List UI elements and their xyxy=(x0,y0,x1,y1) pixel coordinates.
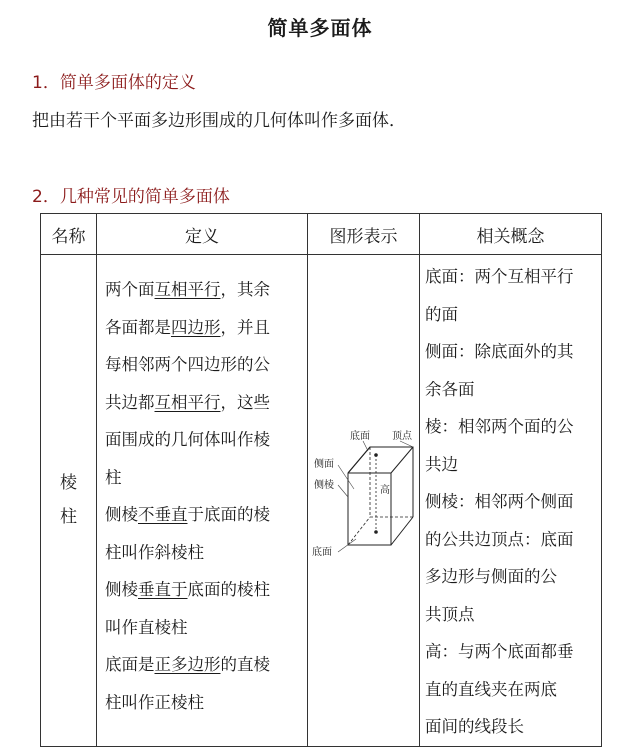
header-definition: 定义 xyxy=(97,214,308,255)
prism-figure-cell xyxy=(308,255,420,747)
related-line: 棱：相邻两个面的公 xyxy=(425,417,574,436)
label-side-face: 侧面 xyxy=(314,459,334,470)
polyhedra-table xyxy=(40,213,602,747)
definition-line: 底面是正多边形的直棱 xyxy=(105,655,270,674)
definition-line: 柱 xyxy=(105,467,122,487)
header-figure: 图形表示 xyxy=(308,214,420,255)
related-line: 底面：两个互相平行 xyxy=(425,267,574,286)
related-line: 侧棱：相邻两个侧面 xyxy=(425,492,574,511)
related-line: 多边形与侧面的公 xyxy=(425,567,557,586)
label-lateral-edge: 侧棱 xyxy=(314,480,334,491)
related-line: 高：与两个底面都垂 xyxy=(425,642,574,661)
prism-edge xyxy=(348,447,370,473)
related-line: 侧面：除底面外的其 xyxy=(425,342,574,361)
table-header-row xyxy=(41,214,602,255)
page-title: 简单多面体 xyxy=(267,16,373,40)
label-height: 高 xyxy=(380,485,390,496)
prism-name-char: 棱 xyxy=(60,473,77,494)
underlined-term: 互相平行 xyxy=(154,280,221,299)
height-bottom-point xyxy=(374,530,378,534)
related-line: 共边 xyxy=(425,454,458,474)
related-line: 的公共边顶点：底面 xyxy=(425,529,574,549)
header-name: 名称 xyxy=(41,214,97,255)
definition-line: 每相邻两个四边形的公 xyxy=(105,355,270,374)
table-row-prism xyxy=(41,255,602,747)
related-line: 共顶点 xyxy=(425,604,475,624)
prism-edge xyxy=(391,447,413,473)
related-line: 的面 xyxy=(425,304,458,324)
underlined-term: 正多边形 xyxy=(154,655,221,674)
related-line: 面间的线段长 xyxy=(425,717,524,736)
definition-line: 面围成的几何体叫作棱 xyxy=(105,430,270,449)
underlined-term: 四边形 xyxy=(171,317,221,337)
prism-related-cell xyxy=(420,255,602,747)
definition-line: 各面都是四边形，并且 xyxy=(105,317,270,337)
label-bottom-face: 底面 xyxy=(312,547,332,558)
label-leader xyxy=(363,441,368,451)
prism-front-face xyxy=(348,473,391,545)
header-related: 相关概念 xyxy=(420,214,602,255)
definition-line: 柱叫作正棱柱 xyxy=(105,692,204,712)
definition-line: 共边都互相平行，这些 xyxy=(105,392,270,412)
section-1-heading: 1．简单多面体的定义 xyxy=(32,73,196,93)
underlined-term: 垂直于 xyxy=(138,580,188,599)
label-vertex: 顶点 xyxy=(392,431,412,442)
definition-line: 两个面互相平行，其余 xyxy=(105,280,270,299)
section-1-text: 把由若干个平面多边形围成的几何体叫作多面体． xyxy=(32,111,406,131)
label-leader xyxy=(338,485,348,497)
label-top-face: 底面 xyxy=(350,431,370,442)
prism-top-face xyxy=(348,447,413,517)
underlined-term: 不垂直 xyxy=(138,505,188,524)
related-line: 余各面 xyxy=(425,379,475,399)
prism-definition-cell xyxy=(97,255,308,747)
prism-name-char: 柱 xyxy=(60,507,77,528)
section-2-heading: 2．几种常见的简单多面体 xyxy=(32,187,230,207)
prism-diagram xyxy=(308,427,420,577)
prism-hidden-edge xyxy=(348,517,370,545)
prism-edge xyxy=(391,517,413,545)
height-top-point xyxy=(374,453,378,457)
definition-line: 侧棱垂直于底面的棱柱 xyxy=(105,580,270,599)
underlined-term: 互相平行 xyxy=(154,392,221,412)
definition-line: 叫作直棱柱 xyxy=(105,617,188,637)
related-line: 直的直线夹在两底 xyxy=(425,679,557,699)
definition-line: 侧棱不垂直于底面的棱 xyxy=(105,505,270,524)
definition-line: 柱叫作斜棱柱 xyxy=(105,542,204,562)
prism-name-cell xyxy=(41,255,97,747)
